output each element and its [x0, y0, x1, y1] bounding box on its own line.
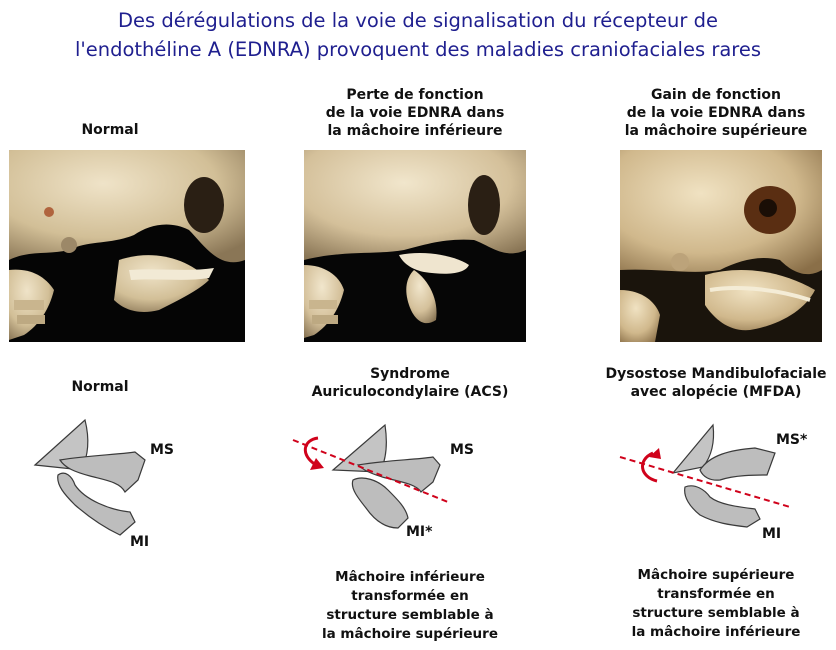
tag-ms-star-mfda: MS*	[776, 432, 808, 448]
jaw-diagram-normal	[20, 410, 200, 550]
caption-mfda-line-3: structure semblable à	[632, 605, 800, 621]
label-acs-line-1: Syndrome	[370, 366, 450, 382]
tag-mi-normal: MI	[130, 534, 150, 550]
page-title	[0, 6, 836, 64]
caption-acs-line-4: la mâchoire supérieure	[322, 626, 498, 642]
caption-mfda	[606, 566, 826, 642]
caption-mfda-line-4: la mâchoire inférieure	[631, 624, 801, 640]
label-loss-line-1: Perte de fonction	[346, 87, 484, 103]
tag-mi-star-acs: MI*	[406, 524, 433, 540]
skull-photo-acs	[304, 150, 526, 342]
label-gain-line-1: Gain de fonction	[650, 87, 782, 103]
tag-mi-mfda: MI	[762, 526, 782, 542]
lower-jaw-transformed-shape	[352, 478, 408, 528]
label-gain-line-2: de la voie EDNRA dans	[626, 105, 806, 121]
lower-jaw-shape	[685, 486, 760, 527]
title-line-1: Des dérégulations de la voie de signalisation du récepteur de	[118, 9, 718, 32]
label-normal-diagram: Normal	[71, 379, 129, 395]
caption-acs-line-3: structure semblable à	[326, 607, 494, 623]
tag-ms-normal: MS	[150, 442, 175, 458]
label-mfda-line-1: Dysostose Mandibulofaciale	[605, 366, 827, 382]
skull-photo-mfda	[620, 150, 822, 342]
title-line-2: l'endothéline A (EDNRA) provoquent des maladies craniofaciales rares	[74, 38, 762, 61]
caption-acs-line-1: Mâchoire inférieure	[335, 569, 485, 585]
label-mfda	[598, 365, 834, 401]
label-loss-of-function	[290, 86, 540, 140]
caption-acs	[300, 568, 520, 644]
caption-mfda-line-2: transformée en	[657, 586, 775, 602]
tag-ms-acs: MS	[450, 442, 475, 458]
label-gain-of-function	[598, 86, 834, 140]
label-acs	[285, 365, 535, 401]
label-mfda-line-2: avec alopécie (MFDA)	[630, 384, 802, 400]
label-acs-line-2: Auriculocondylaire (ACS)	[311, 384, 509, 400]
label-gain-line-3: la mâchoire supérieure	[624, 123, 808, 139]
caption-acs-line-2: transformée en	[351, 588, 469, 604]
skull-photo-normal	[9, 150, 245, 342]
label-loss-line-2: de la voie EDNRA dans	[325, 105, 505, 121]
jaw-diagram-acs	[288, 410, 458, 540]
label-normal-photo: Normal	[81, 122, 139, 138]
label-loss-line-3: la mâchoire inférieure	[327, 123, 503, 139]
caption-mfda-line-1: Mâchoire supérieure	[637, 567, 795, 583]
